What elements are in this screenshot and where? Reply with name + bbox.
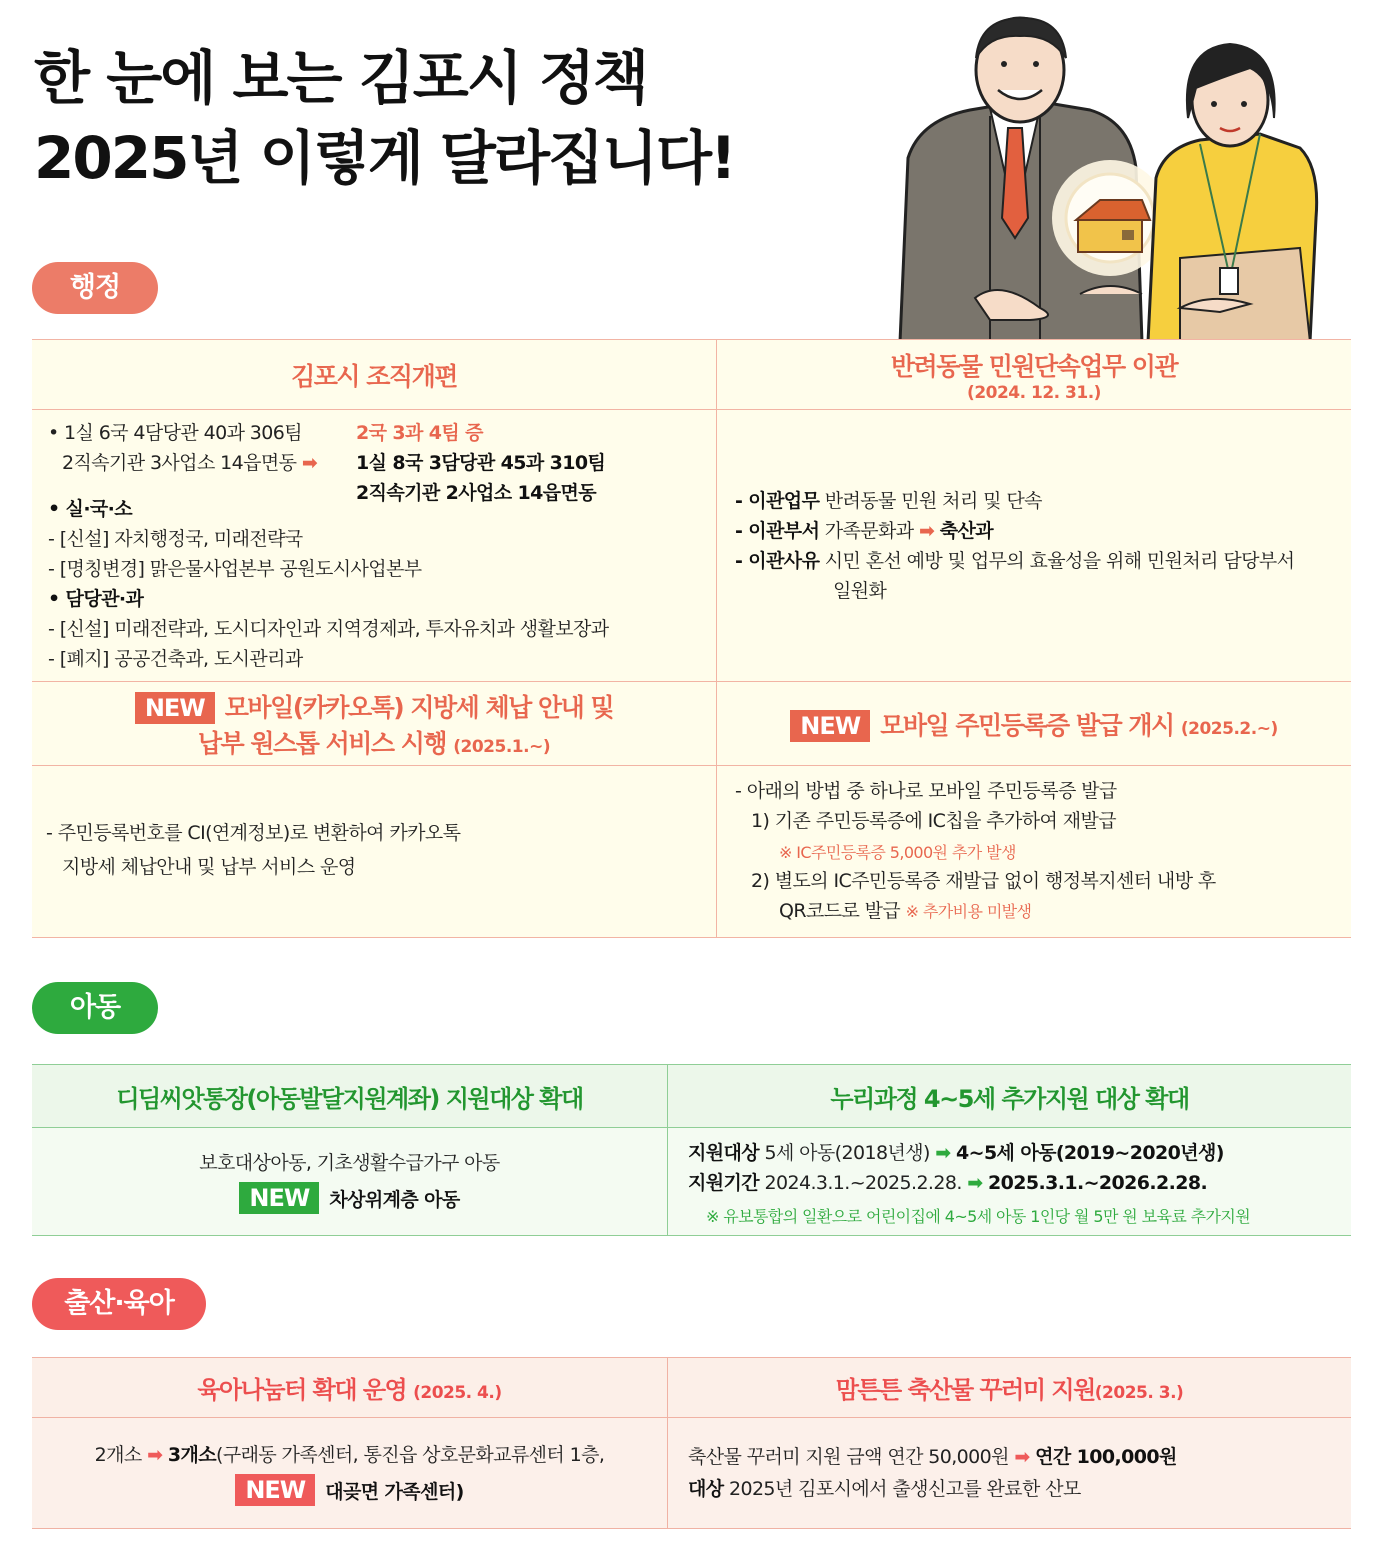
new-badge: NEW: [239, 1182, 319, 1214]
pet-transfer-body: [717, 410, 1351, 681]
livestock-row-1: [688, 1442, 1177, 1472]
livestock-row-2: [688, 1474, 1081, 1504]
mobile-id-body-4: QR코드로 발급: [779, 900, 901, 922]
mobile-id-date: (2025.2.~): [1180, 718, 1278, 739]
sharing-center-locations: (구래동 가족센터, 통진읍 상호문화교류센터 1층,: [216, 1443, 605, 1466]
title-line-1: 한 눈에 보는 김포시 정책: [34, 44, 648, 112]
livestock-value-2: 2025년 김포시에서 출생신고를 완료한 산모: [728, 1478, 1081, 1500]
pet-key-2: - 이관부서: [735, 520, 820, 542]
title-line-2: 2025년 이렇게 달라집니다!: [34, 124, 735, 192]
kakao-date: (2025.1.~): [453, 736, 551, 757]
sharing-center-line-1: [95, 1440, 605, 1470]
nuri-row-1: [688, 1138, 1224, 1168]
arrow-icon: ➡: [935, 1142, 951, 1164]
org-heading-dept: • 담당관·과: [48, 588, 144, 610]
org-item-3: - [신설] 미래전략과, 도시디자인과 지역경제과, 투자유치과 생활보장과: [48, 618, 609, 640]
nuri-key-2: 지원기간: [688, 1172, 760, 1194]
section-label-admin: 행정: [32, 262, 158, 314]
pet-row-1: [735, 486, 1042, 516]
nuri-title: 누리과정 4~5세 추가지원 대상 확대: [830, 1084, 1189, 1113]
org-before-2: [62, 448, 317, 478]
arrow-icon: ➡: [967, 1172, 983, 1194]
pet-transfer-title: 반려동물 민원단속업무 이관: [890, 351, 1178, 381]
pet-value-1: 반려동물 민원 처리 및 단속: [824, 490, 1042, 512]
pet-value-3b: 일원화: [833, 580, 887, 602]
sharing-center-date: (2025. 4.): [413, 1383, 502, 1403]
sharing-center-new: 대곶면 가족센터): [325, 1480, 464, 1503]
birth-table: [32, 1357, 1351, 1529]
kakao-header: [32, 682, 717, 765]
livestock-date: (2025. 3.): [1094, 1383, 1184, 1403]
pet-transfer-header: [717, 340, 1351, 409]
new-badge: NEW: [235, 1474, 315, 1506]
sharing-center-after: 3개소: [167, 1443, 217, 1466]
kakao-title-2: 납부 원스톱 서비스 시행: [197, 728, 447, 758]
sharing-center-header: [32, 1358, 668, 1417]
didim-body-1: 보호대상아동, 기초생활수급가구 아동: [199, 1152, 500, 1174]
livestock-body: [668, 1418, 1351, 1528]
arrow-icon: ➡: [919, 520, 935, 542]
org-before-1: • 1실 6국 4담당관 40과 306팀: [48, 422, 302, 444]
org-item-2: - [명칭변경] 맑은물사업본부 공원도시사업본부: [48, 558, 422, 580]
mobile-id-note-1: ※ IC주민등록증 5,000원 추가 발생: [779, 843, 1016, 862]
admin-table: [32, 339, 1351, 938]
sharing-center-body: [32, 1418, 668, 1528]
section-label-birth: 출산·육아: [32, 1278, 206, 1330]
org-reform-body: [32, 410, 717, 681]
sharing-center-title-line: [197, 1370, 501, 1405]
arrow-icon: ➡: [1014, 1446, 1030, 1468]
kakao-body-1: - 주민등록번호를 CI(연계정보)로 변환하여 카카오톡: [46, 822, 461, 844]
mobile-id-title: 모바일 주민등록증 발급 개시: [880, 710, 1174, 740]
page-title: [34, 38, 735, 198]
sharing-center-before: 2개소: [94, 1443, 142, 1466]
didim-title: 디딤씨앗통장(아동발달지원계좌) 지원대상 확대: [32, 1065, 668, 1127]
didim-body-2: 차상위계층 아동: [329, 1189, 460, 1211]
sharing-center-line-2: [235, 1474, 463, 1507]
mobile-id-body-4-row: [779, 896, 1031, 927]
nuri-row-2: [688, 1168, 1207, 1198]
kakao-title-line-1: [135, 688, 613, 724]
pet-key-3: - 이관사유: [735, 550, 820, 572]
section-label-child: 아동: [32, 982, 158, 1034]
sharing-center-title: 육아나눔터 확대 운영: [197, 1376, 407, 1404]
mobile-id-note-2: ※ 추가비용 미발생: [905, 902, 1032, 921]
nuri-value-2b: 2025.3.1.~2026.2.28.: [988, 1172, 1208, 1194]
kakao-title-1: 모바일(카카오톡) 지방세 체납 안내 및: [224, 692, 614, 722]
pet-value-2b: 축산과: [939, 520, 994, 542]
org-item-4: - [폐지] 공공건축과, 도시관리과: [48, 648, 303, 670]
org-after-2: 2직속기관 2사업소 14읍면동: [356, 482, 597, 504]
child-table: [32, 1064, 1351, 1236]
mobile-id-body: [717, 766, 1351, 937]
pet-value-2a: 가족문화과: [824, 520, 914, 542]
officials-illustration: [880, 8, 1350, 342]
didim-body: [32, 1128, 668, 1235]
org-reform-title: 김포시 조직개편: [32, 340, 717, 409]
nuri-value-1a: 5세 아동(2018년생): [764, 1142, 930, 1164]
mobile-id-body-1: - 아래의 방법 중 하나로 모바일 주민등록증 발급: [735, 780, 1117, 802]
mobile-id-body-2: 1) 기존 주민등록증에 IC칩을 추가하여 재발급: [751, 810, 1116, 832]
kakao-title-line-2: [198, 724, 550, 760]
arrow-icon: ➡: [301, 452, 318, 474]
new-badge: NEW: [135, 692, 215, 724]
pet-row-3: [735, 546, 1294, 576]
livestock-value-1a: 연간 50,000원: [887, 1446, 1009, 1468]
nuri-body: [668, 1128, 1351, 1235]
org-increase: 2국 3과 4팀 증: [356, 422, 483, 444]
livestock-title-line: [836, 1370, 1184, 1405]
pet-transfer-date: (2024. 12. 31.): [967, 382, 1101, 403]
nuri-key-1: 지원대상: [688, 1142, 760, 1164]
org-item-1: - [신설] 자치행정국, 미래전략국: [48, 528, 303, 550]
woman-figure: [1148, 44, 1317, 342]
pet-value-3a: 시민 혼선 예방 및 업무의 효율성을 위해 민원처리 담당부서: [824, 550, 1295, 572]
org-heading-office: • 실·국·소: [48, 498, 133, 520]
org-after-1: 1실 8국 3담당관 45과 310팀: [356, 452, 606, 474]
mobile-id-title-line: [790, 706, 1277, 742]
nuri-value-1b: 4~5세 아동(2019~2020년생): [956, 1142, 1224, 1164]
livestock-header: [668, 1358, 1351, 1417]
pet-row-2: [735, 516, 993, 546]
mobile-id-header: [717, 682, 1351, 765]
livestock-key-2: 대상: [688, 1478, 724, 1500]
org-before-2-text: 2직속기관 3사업소 14읍면동: [62, 452, 297, 474]
new-badge: NEW: [790, 710, 870, 742]
arrow-icon: ➡: [147, 1443, 163, 1466]
pet-key-1: - 이관업무: [735, 490, 820, 512]
mobile-id-body-3: 2) 별도의 IC주민등록증 재발급 없이 행정복지센터 내방 후: [751, 870, 1216, 892]
livestock-title: 맘튼튼 축산물 꾸러미 지원: [835, 1376, 1095, 1404]
nuri-note: ※ 유보통합의 일환으로 어린이집에 4~5세 아동 1인당 월 5만 원 보육료 추가지원: [706, 1207, 1251, 1226]
livestock-key-1: 축산물 꾸러미 지원 금액: [688, 1446, 882, 1468]
livestock-value-1b: 연간 100,000원: [1035, 1446, 1177, 1468]
nuri-value-2a: 2024.3.1.~2025.2.28.: [764, 1172, 962, 1194]
didim-body-2-row: [239, 1182, 459, 1215]
kakao-body: [32, 766, 717, 937]
kakao-body-2: 지방세 체납안내 및 납부 서비스 운영: [62, 856, 356, 878]
